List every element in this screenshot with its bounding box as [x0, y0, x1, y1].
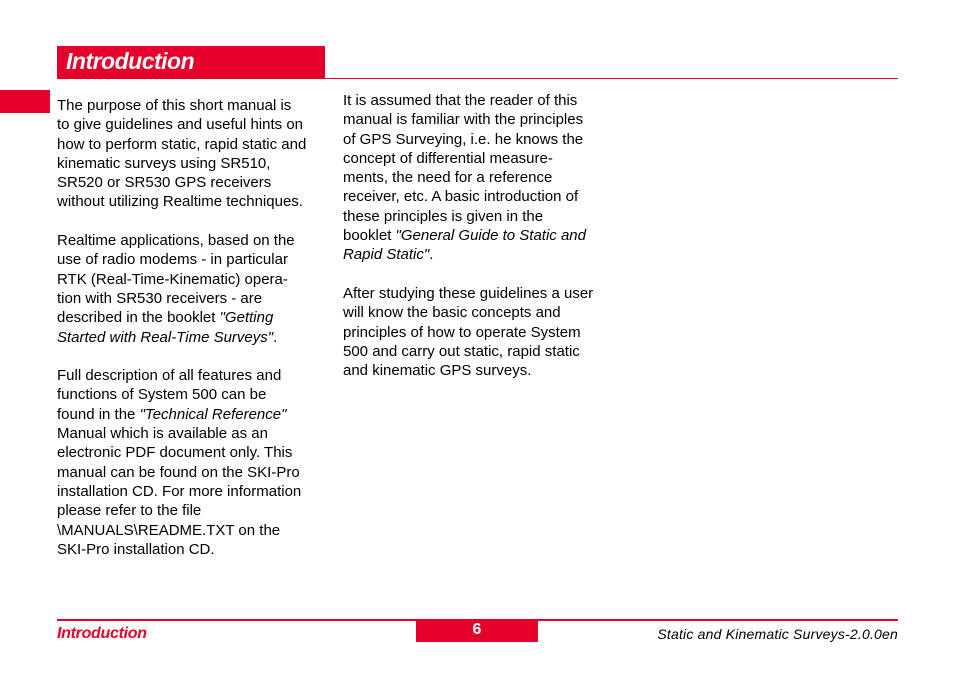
text-segment: Full description of all features and	[57, 367, 282, 385]
text-line	[57, 443, 332, 462]
text-line	[57, 192, 332, 211]
header-bar	[57, 46, 325, 79]
side-tab-marker	[0, 90, 50, 113]
text-line	[343, 149, 618, 168]
paragraph	[57, 96, 332, 212]
text-line	[343, 168, 618, 187]
text-segment: ments, the need for a reference	[343, 169, 553, 187]
text-segment: electronic PDF document only. This	[57, 444, 293, 462]
text-segment: SR520 or SR530 GPS receivers	[57, 174, 272, 192]
text-line	[343, 110, 618, 129]
text-segment: .	[429, 246, 434, 264]
text-segment: please refer to the file	[57, 502, 202, 520]
italic-text-segment: "Technical Reference"	[139, 405, 287, 423]
text-line	[57, 250, 332, 269]
text-segment: RTK (Real-Time-Kinematic) opera-	[57, 270, 288, 288]
paragraph	[343, 91, 618, 265]
text-segment: how to perform static, rapid static and	[57, 135, 307, 153]
text-segment: without utilizing Realtime techniques.	[57, 193, 303, 211]
left-text-column	[57, 96, 332, 578]
text-line	[57, 463, 332, 482]
text-line	[343, 130, 618, 149]
text-line	[57, 270, 332, 289]
text-line	[57, 328, 332, 347]
text-segment: Realtime applications, based on the	[57, 232, 295, 250]
text-line	[57, 501, 332, 520]
text-line	[57, 96, 332, 115]
text-line	[57, 173, 332, 192]
text-segment: manual can be found on the SKI-Pro	[57, 463, 300, 481]
text-line	[343, 207, 618, 226]
paragraph	[57, 366, 332, 559]
text-line	[57, 540, 332, 559]
right-text-column	[343, 91, 618, 400]
text-line	[343, 323, 618, 342]
header-rule	[325, 78, 898, 79]
text-line	[57, 385, 332, 404]
text-segment: these principles is given in the	[343, 207, 544, 225]
italic-text-segment: Rapid Static"	[343, 246, 430, 264]
paragraph	[57, 231, 332, 347]
text-segment: found in the	[57, 405, 140, 423]
page-number: 6	[416, 621, 538, 642]
text-line	[343, 303, 618, 322]
text-line	[57, 366, 332, 385]
text-line	[57, 482, 332, 501]
text-line	[343, 284, 618, 303]
text-segment: Manual which is available as an	[57, 425, 268, 443]
text-segment: concept of differential measure-	[343, 149, 553, 167]
text-line	[57, 521, 332, 540]
text-line	[343, 91, 618, 110]
text-segment: functions of System 500 can be	[57, 386, 267, 404]
text-line	[343, 361, 618, 380]
text-segment: installation CD. For more information	[57, 482, 302, 500]
page-title: Introduction	[66, 48, 195, 74]
text-line	[57, 289, 332, 308]
text-segment: The purpose of this short manual is	[57, 97, 292, 114]
text-segment: and kinematic GPS surveys.	[343, 362, 532, 380]
text-line	[343, 187, 618, 206]
text-segment: 500 and carry out static, rapid static	[343, 342, 580, 360]
italic-text-segment: "General Guide to Static and	[395, 227, 586, 245]
footer-section-title: Introduction	[57, 625, 147, 642]
text-segment: SKI-Pro installation CD.	[57, 540, 215, 558]
text-segment: manual is familiar with the principles	[343, 111, 584, 129]
italic-text-segment: "Getting	[219, 309, 274, 327]
italic-text-segment: Started with Real-Time Surveys"	[57, 328, 274, 346]
text-segment: use of radio modems - in particular	[57, 251, 288, 269]
paragraph	[343, 284, 618, 380]
text-segment: principles of how to operate System	[343, 323, 581, 341]
text-segment: described in the booklet	[57, 309, 220, 327]
text-line	[343, 226, 618, 245]
text-segment: to give guidelines and useful hints on	[57, 116, 304, 134]
text-segment: \MANUALS\README.TXT on the	[57, 521, 281, 539]
text-segment: After studying these guidelines a user	[343, 284, 594, 302]
text-segment: .	[273, 328, 278, 346]
text-line	[57, 308, 332, 327]
text-segment: receiver, etc. A basic introduction of	[343, 188, 579, 206]
text-segment: of GPS Surveying, i.e. he knows the	[343, 130, 584, 148]
text-line	[57, 231, 332, 250]
text-line	[57, 115, 332, 134]
text-segment: will know the basic concepts and	[343, 304, 561, 322]
text-segment: booklet	[343, 227, 396, 245]
text-line	[57, 424, 332, 443]
text-line	[343, 342, 618, 361]
text-segment: It is assumed that the reader of this	[343, 92, 578, 109]
text-line	[343, 245, 618, 264]
text-line	[57, 135, 332, 154]
text-segment: tion with SR530 receivers - are	[57, 289, 263, 307]
text-line	[57, 154, 332, 173]
text-segment: kinematic surveys using SR510,	[57, 154, 271, 172]
text-line	[57, 405, 332, 424]
footer-document-title: Static and Kinematic Surveys-2.0.0en	[657, 626, 898, 642]
